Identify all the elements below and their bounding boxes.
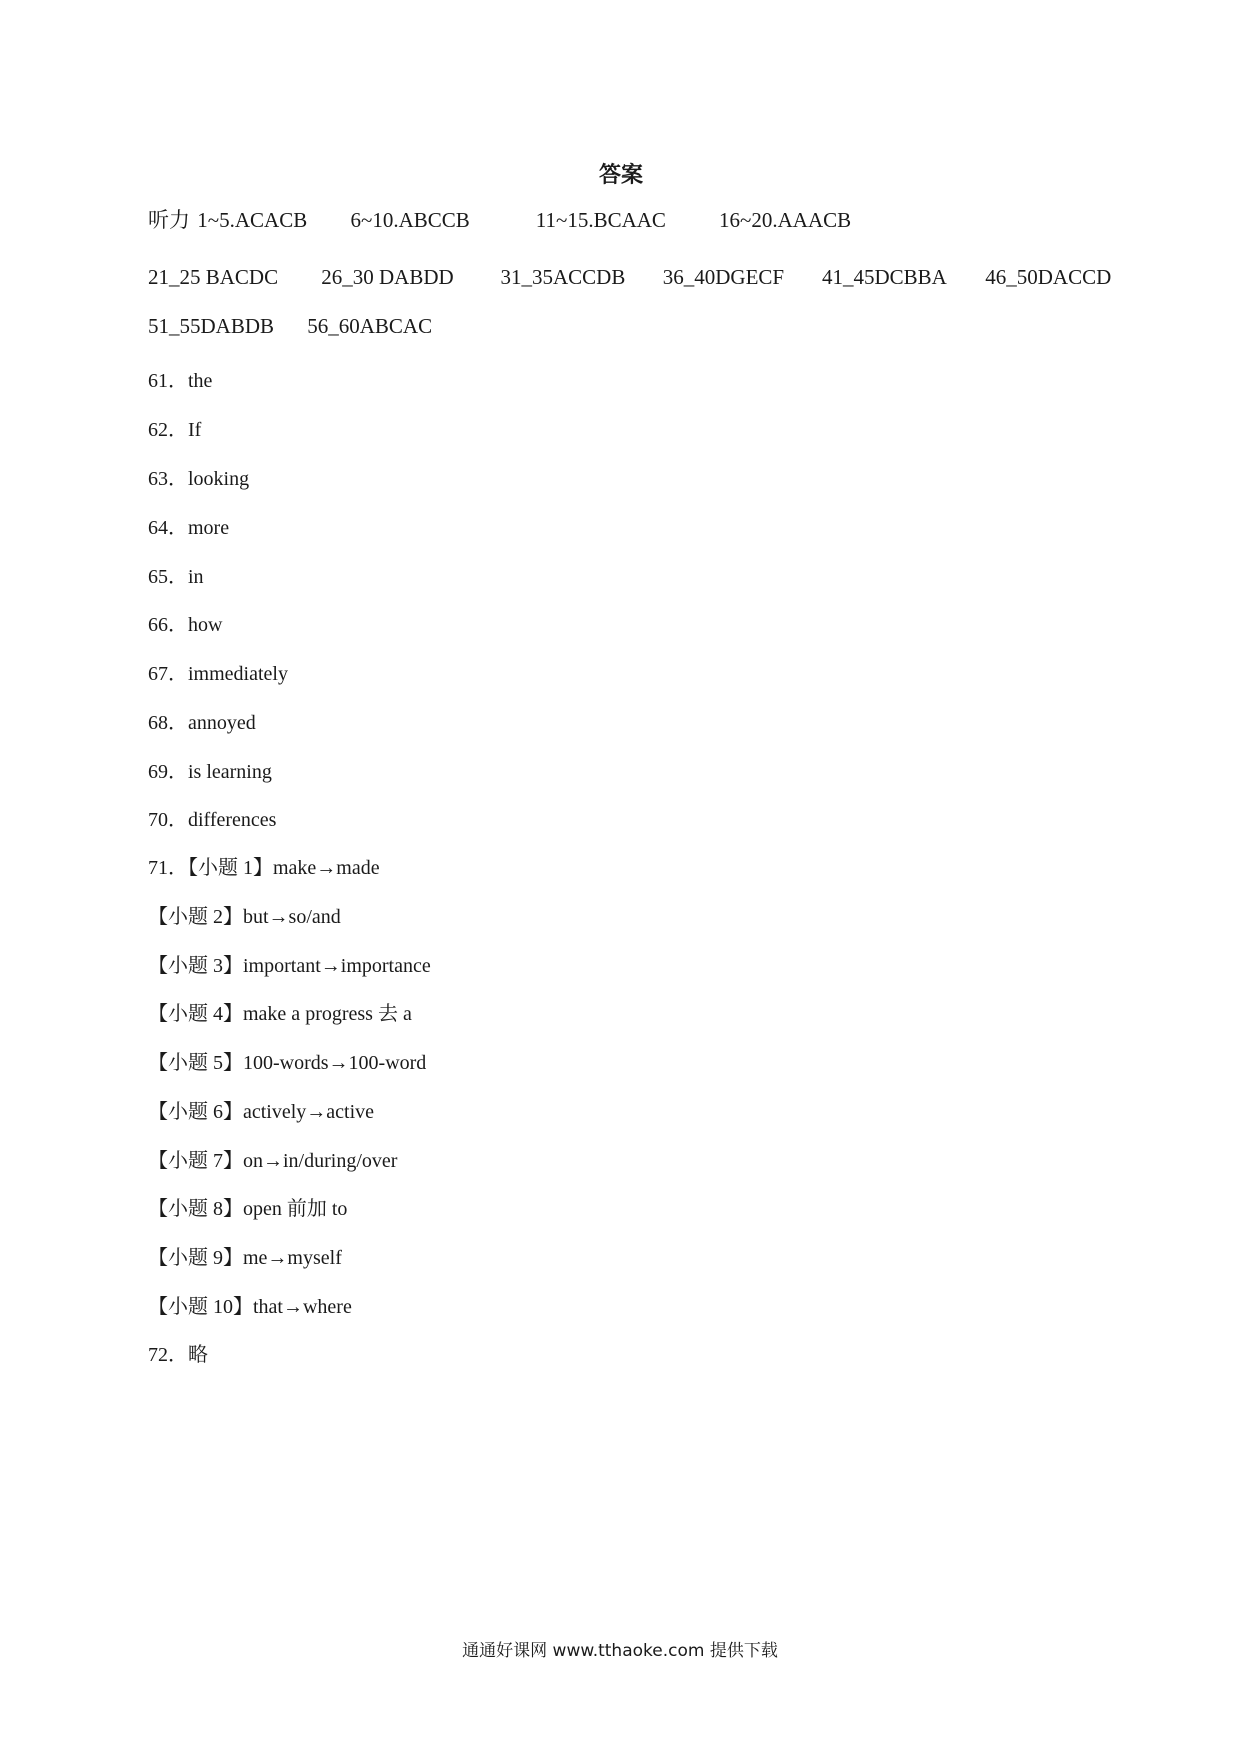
answer-item: 70．differences	[148, 809, 277, 831]
correction-item: 【小题 7】on→in/during/over	[148, 1150, 398, 1172]
answer-item: 62．If	[148, 419, 202, 441]
answer-item: 64．more	[148, 517, 230, 539]
listening-group: 11~15.BCAAC	[535, 208, 666, 232]
listening-group: 6~10.ABCCB	[350, 208, 470, 232]
correction-item: 【小题 3】important→importance	[148, 955, 431, 977]
page-footer: 通通好课网 www.tthaoke.com 提供下载	[462, 1641, 778, 1661]
answer-group: 31_35ACCDB	[500, 265, 626, 289]
answer-group: 51_55DABDB	[148, 314, 275, 338]
answer-item: 66．how	[148, 614, 223, 636]
answer-item: 61．the	[148, 370, 213, 392]
listening-group: 16~20.AAACB	[719, 208, 852, 232]
correction-item: 【小题 5】100-words→100-word	[148, 1052, 427, 1074]
correction-item: 【小题 9】me→myself	[148, 1247, 342, 1269]
correction-item: 71．【小题 1】make→made	[148, 857, 380, 879]
answer-group: 46_50DACCD	[985, 265, 1112, 289]
listening-group: 1~5.ACACB	[197, 208, 308, 232]
answer-group: 26_30 DABDD	[321, 265, 454, 289]
answer-group: 36_40DGECF	[662, 265, 785, 289]
answer-group: 56_60ABCAC	[307, 314, 433, 338]
answer-item: 63．looking	[148, 468, 250, 490]
correction-item: 【小题 8】open 前加 to	[148, 1198, 348, 1220]
listening-answers	[148, 204, 851, 234]
reading-answers-row-2	[148, 314, 432, 339]
answer-item: 68．annoyed	[148, 712, 256, 734]
page-title: 答案	[598, 163, 643, 188]
answer-group: 41_45DCBBA	[822, 265, 947, 289]
correction-item: 【小题 2】but→so/and	[148, 906, 341, 928]
answer-item: 69．is learning	[148, 761, 272, 783]
reading-answers-row-1	[148, 265, 1111, 290]
answer-item-final: 72．略	[148, 1344, 208, 1366]
answer-item: 67．immediately	[148, 663, 288, 685]
listening-label: 听力	[148, 208, 190, 232]
correction-item: 【小题 10】that→where	[148, 1296, 352, 1318]
correction-item: 【小题 4】make a progress 去 a	[148, 1003, 412, 1025]
answer-group: 21_25 BACDC	[148, 265, 279, 289]
answer-item: 65．in	[148, 566, 204, 588]
correction-item: 【小题 6】actively→active	[148, 1101, 375, 1123]
